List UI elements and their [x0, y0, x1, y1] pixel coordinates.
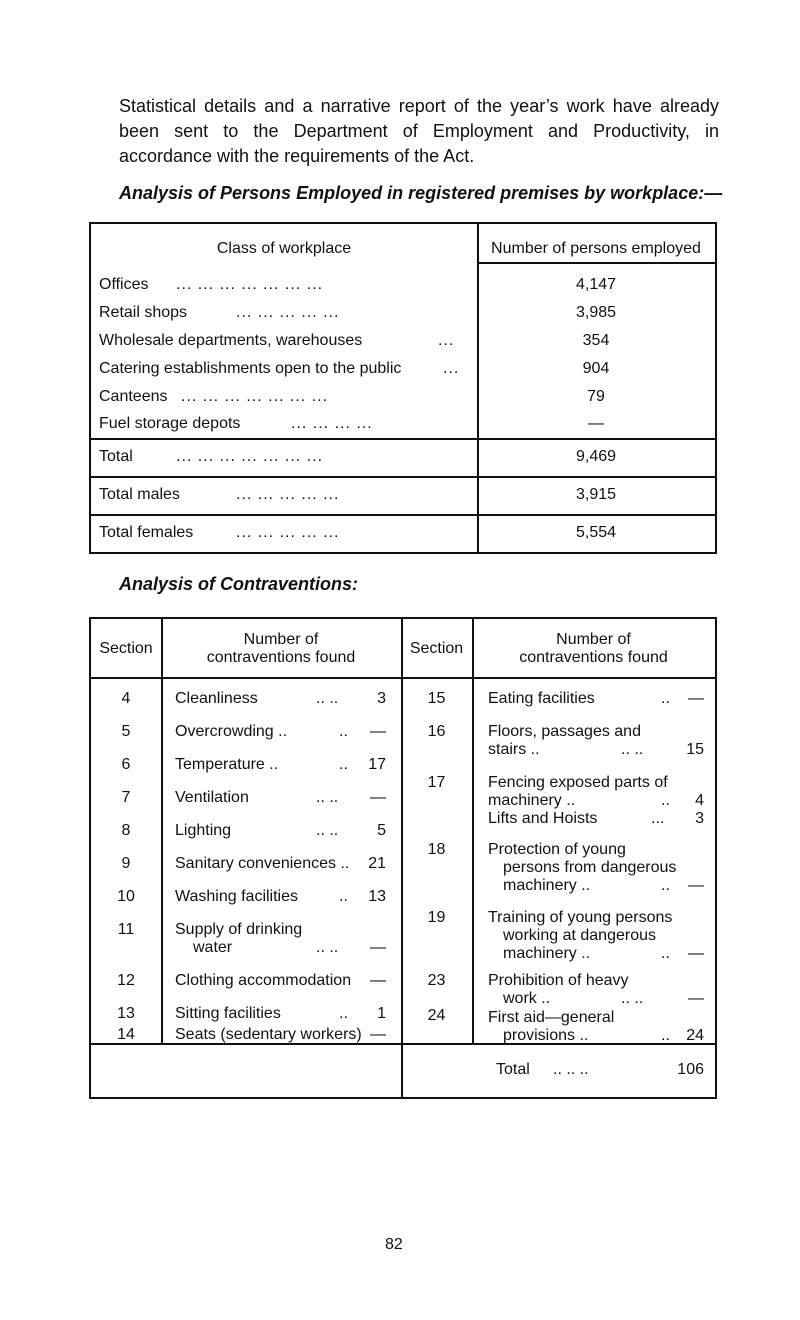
contraventions-header-right-line2: contraventions found: [519, 649, 668, 666]
persons-count: 79: [587, 388, 605, 405]
leader-dots: .. ..: [621, 990, 644, 1007]
contravention-item-cont: water: [193, 939, 233, 956]
header-rule: [477, 262, 715, 264]
section-number: 14: [117, 1026, 135, 1043]
leader-dots: ..: [661, 877, 670, 894]
row-rule: [91, 476, 715, 478]
contravention-item: First aid—general: [488, 1009, 615, 1026]
section-number: 6: [121, 756, 131, 773]
header-rule: [91, 677, 715, 679]
table-row: [91, 332, 715, 356]
section-number: 18: [427, 841, 446, 858]
leader-dots: ... ... ... ... ... ... ...: [181, 388, 329, 405]
contravention-count: 1: [377, 1005, 386, 1022]
total-value: 106: [677, 1061, 704, 1078]
total-label: Total: [99, 448, 133, 465]
total-females-label: Total females: [99, 524, 194, 541]
contravention-count: —: [370, 789, 386, 806]
leader-dots: .. .. ..: [553, 1061, 589, 1078]
contravention-item: Sanitary conveniences ..: [175, 855, 350, 872]
contravention-item: Protection of young: [488, 841, 626, 858]
section-number: 7: [121, 789, 131, 806]
leader-dots: ..: [661, 1027, 670, 1044]
leader-dots: ...: [438, 332, 455, 349]
leader-dots: ..: [339, 1005, 348, 1022]
total-label: Total: [496, 1061, 530, 1078]
contravention-item-cont: work ..: [503, 990, 551, 1007]
section-header-right: Section: [409, 640, 464, 657]
contravention-count: 5: [377, 822, 386, 839]
contravention-item: Sitting facilities: [175, 1005, 281, 1022]
contravention-item-cont: working at dangerous: [503, 927, 656, 944]
workplace-label: Retail shops: [99, 304, 188, 321]
contravention-item-cont: machinery ..: [503, 877, 591, 894]
total-females-row: [91, 524, 715, 548]
contravention-item: Ventilation: [175, 789, 249, 806]
section-number: 11: [117, 921, 135, 938]
section-number: 23: [427, 972, 446, 989]
leader-dots: ... ... ... ...: [291, 415, 373, 432]
section-number: 13: [117, 1005, 135, 1022]
column-divider: [472, 619, 474, 1043]
contravention-count: —: [370, 723, 386, 740]
contravention-count: —: [688, 945, 704, 962]
persons-count: 354: [582, 332, 610, 349]
contravention-item-cont: machinery ..: [488, 792, 576, 809]
contravention-item: Washing facilities: [175, 888, 299, 905]
leader-dots: ..: [661, 792, 670, 809]
workplace-label: Catering establishments open to the public: [99, 360, 402, 377]
persons-count: 904: [582, 360, 610, 377]
table-row: [91, 360, 715, 384]
persons-employed-table: [89, 222, 717, 554]
leader-dots: ... ... ... ... ...: [236, 524, 340, 541]
contravention-count: 3: [695, 810, 704, 827]
contravention-item-cont: provisions ..: [503, 1027, 589, 1044]
leader-dots: .. ..: [316, 822, 339, 839]
leader-dots: ..: [661, 690, 670, 707]
persons-employed-header: Number of persons employed: [491, 240, 701, 257]
leader-dots: .. ..: [316, 939, 339, 956]
section-number: 8: [121, 822, 131, 839]
section-header-left: Section: [99, 640, 153, 657]
workplace-label: Canteens: [99, 388, 168, 405]
contraventions-heading: Analysis of Contraventions:: [119, 574, 359, 594]
contravention-item: Lifts and Hoists: [488, 810, 598, 827]
contravention-item: Floors, passages and: [488, 723, 641, 740]
row-rule: [91, 514, 715, 516]
total-value: 9,469: [575, 448, 617, 465]
leader-dots: .. ..: [621, 741, 644, 758]
contravention-count: 24: [686, 1027, 704, 1044]
contravention-count: —: [370, 939, 386, 956]
persons-employed-heading: Analysis of Persons Employed in registered premises by workplace:—: [119, 183, 723, 203]
class-of-workplace-header: Class of workplace: [216, 240, 352, 257]
contravention-count: —: [688, 990, 704, 1007]
contravention-item-cont: stairs ..: [488, 741, 540, 758]
section-number: 24: [427, 1007, 446, 1024]
contravention-item: Overcrowding ..: [175, 723, 288, 740]
contraventions-header-left-line1: Number of: [243, 631, 319, 648]
leader-dots: ..: [339, 756, 348, 773]
section-number: 5: [121, 723, 131, 740]
leader-dots: ..: [339, 888, 348, 905]
contravention-item: Clothing accommodation: [175, 972, 352, 989]
table-row: [91, 276, 715, 300]
contravention-item: Seats (sedentary workers): [175, 1026, 362, 1043]
section-number: 10: [117, 888, 135, 905]
total-males-row: [91, 486, 715, 510]
section-number: 4: [121, 690, 131, 707]
persons-count: 3,985: [575, 304, 617, 321]
section-number: 12: [117, 972, 135, 989]
column-divider: [161, 619, 163, 1043]
table-row: [91, 388, 715, 412]
leader-dots: .. ..: [316, 690, 339, 707]
contraventions-header-left-line2: contraventions found: [206, 649, 356, 666]
intro-paragraph: Statistical details and a narrative report of the year’s work have already been sent to the Department of Employment and Productivity, in accordance with the requirements of the Act.: [119, 96, 719, 166]
contravention-count: 17: [368, 756, 386, 773]
leader-dots: ... ... ... ... ...: [236, 486, 340, 503]
total-males-value: 3,915: [575, 486, 617, 503]
contravention-count: 21: [368, 855, 386, 872]
section-number: 19: [427, 909, 446, 926]
contravention-count: 13: [368, 888, 386, 905]
contraventions-table: [89, 617, 717, 1099]
section-number: 9: [121, 855, 131, 872]
contravention-item: Cleanliness: [175, 690, 258, 707]
contravention-item: Temperature ..: [175, 756, 279, 773]
page-number: 82: [385, 1236, 403, 1253]
contravention-item: Fencing exposed parts of: [488, 774, 668, 791]
contravention-item: Eating facilities: [488, 690, 595, 707]
contravention-item: Training of young persons: [488, 909, 673, 926]
persons-count: 4,147: [575, 276, 617, 293]
leader-dots: .. ..: [316, 789, 339, 806]
contraventions-header-right-line1: Number of: [556, 631, 631, 648]
section-number: 15: [427, 690, 446, 707]
section-number: 16: [427, 723, 446, 740]
table-row: [91, 415, 715, 439]
contravention-count: —: [370, 972, 386, 989]
section-number: 17: [427, 774, 446, 791]
contravention-item-cont: machinery ..: [503, 945, 591, 962]
contravention-item: Lighting: [175, 822, 232, 839]
total-row: [91, 448, 715, 472]
contravention-item: Supply of drinking: [175, 921, 303, 938]
leader-dots: ... ... ... ... ... ... ...: [176, 448, 324, 465]
contravention-count: —: [688, 877, 704, 894]
contravention-item-cont: persons from dangerous: [503, 859, 677, 876]
total-females-value: 5,554: [575, 524, 617, 541]
total-males-label: Total males: [99, 486, 180, 503]
table-row: [91, 304, 715, 328]
leader-dots: ..: [661, 945, 670, 962]
contravention-count: 3: [377, 690, 386, 707]
workplace-label: Offices: [99, 276, 149, 293]
contravention-item: Prohibition of heavy: [488, 972, 629, 989]
leader-dots: ... ... ... ... ...: [236, 304, 340, 321]
leader-dots: ...: [651, 810, 665, 827]
contravention-count: —: [370, 1026, 386, 1043]
contravention-count: —: [688, 690, 704, 707]
persons-count: —: [588, 415, 604, 432]
workplace-label: Wholesale departments, warehouses: [99, 332, 363, 349]
leader-dots: ... ... ... ... ... ... ...: [176, 276, 324, 293]
leader-dots: ..: [339, 723, 348, 740]
workplace-label: Fuel storage depots: [99, 415, 241, 432]
contravention-count: 4: [695, 792, 704, 809]
leader-dots: ...: [443, 360, 460, 377]
contravention-count: 15: [686, 741, 704, 758]
